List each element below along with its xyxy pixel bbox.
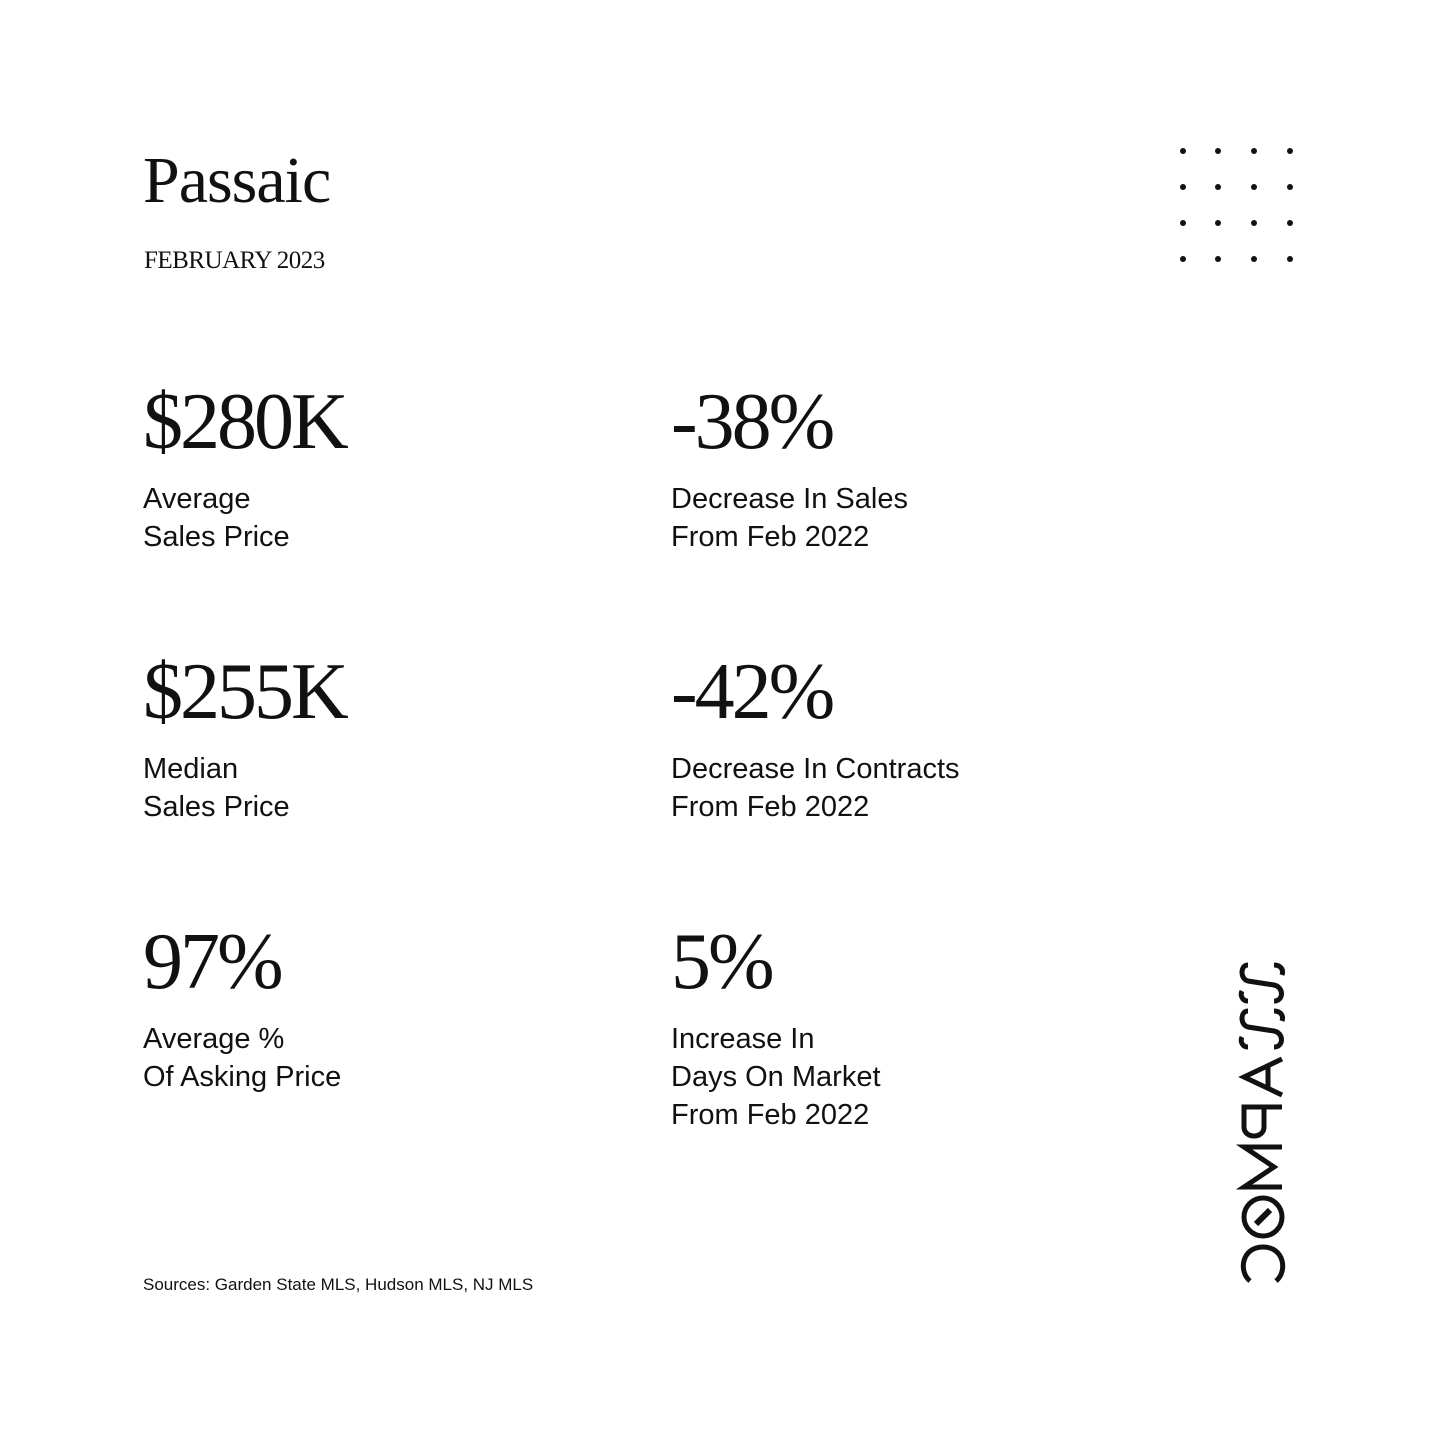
stat-value: -42%	[671, 648, 833, 736]
stat-value: -38%	[671, 378, 833, 466]
stat-label: Average % Of Asking Price	[143, 1023, 342, 1093]
stat-label: Decrease In Contracts From Feb 2022	[671, 753, 960, 823]
report-date: FEBRUARY 2023	[144, 247, 325, 274]
dot-grid-icon	[1176, 145, 1296, 265]
stat-percent-of-asking	[143, 918, 603, 1096]
stat-contracts-change	[671, 648, 1131, 826]
stat-average-sales-price	[143, 378, 603, 556]
sources-note: Sources: Garden State MLS, Hudson MLS, NJ MLS	[143, 1275, 534, 1294]
stat-value: 5%	[671, 918, 772, 1006]
stat-label: Increase In Days On Market From Feb 2022	[671, 1023, 881, 1131]
page-title: Passaic	[143, 144, 331, 217]
stat-label: Decrease In Sales From Feb 2022	[671, 483, 908, 553]
stat-median-sales-price	[143, 648, 603, 826]
stat-days-on-market-change	[671, 918, 1131, 1134]
stat-value: $280K	[143, 378, 346, 466]
stat-value: 97%	[143, 918, 281, 1006]
compass-logo	[1236, 955, 1296, 1295]
stat-value: $255K	[143, 648, 346, 736]
stat-label: Median Sales Price	[143, 753, 290, 823]
stat-label: Average Sales Price	[143, 483, 290, 553]
stat-sales-change	[671, 378, 1131, 556]
